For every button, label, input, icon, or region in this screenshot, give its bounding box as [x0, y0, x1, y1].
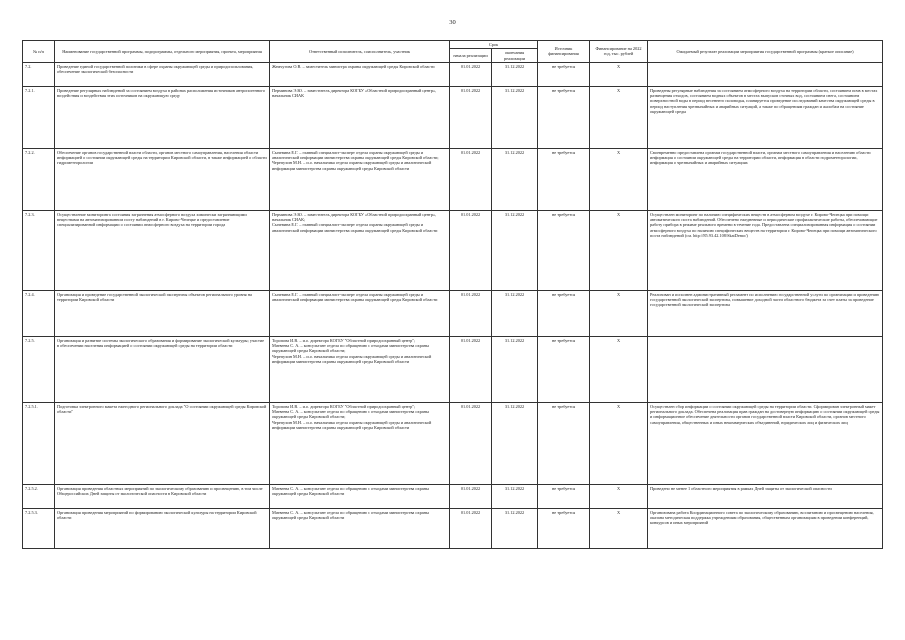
row-result	[648, 62, 883, 86]
row-start: 01.01.2022	[450, 62, 492, 86]
row-num: 7.2.1.	[23, 86, 55, 148]
row-num: 7.2.5.1.	[23, 402, 55, 484]
row-result: Проведено не менее 1 областного мероприятия в рамках Дней защиты от экологической опасности	[648, 484, 883, 508]
row-name: Организация и развитие системы экологического образования и формирование экологической культуры; участие в обеспечении населения информацией о состоянии окружающей среды на территории области	[55, 336, 270, 402]
row-responsible: Матвеева С. А. – консультант отдела по обращению с отходами министерства охраны окружающей среды Кировской области	[270, 484, 450, 508]
row-responsible: Сычевина Е.Г. – главный специалист-эксперт отдела охраны окружающей среды и аналитической информации министерства охраны окружающей среды Кировской области	[270, 290, 450, 336]
header-term-start: начала реализации	[450, 49, 492, 63]
row-end: 31.12.2022	[492, 484, 538, 508]
row-start: 01.01.2022	[450, 290, 492, 336]
row-result: Организована работа Координационного совета по экологическому образованию, воспитанию и просвещению населения, оказана методическая поддержка учреждениям образования, общественным организациям в проведении конференций, конкурсов и иных мероприятий	[648, 508, 883, 548]
row-name: Обеспечение органов государственной власти области, органов местного самоуправления, населения области информацией о состоянии окружающей среды на территории Кировской области, в также информацией о области гидрометеорологии	[55, 148, 270, 210]
row-name: Подготовка электронного макета ежегодного регионального доклада "О состоянии окружающей среды Кировской области"	[55, 402, 270, 484]
row-name: Организация проведения мероприятий по формированию экологической культуры на территории Кировской области	[55, 508, 270, 548]
row-financing: Х	[590, 484, 648, 508]
row-start: 01.01.2022	[450, 402, 492, 484]
table-row	[23, 290, 883, 336]
row-responsible: Жемчугова О.В. – заместитель министра охраны окружающей среды Кировской области	[270, 62, 450, 86]
table-row	[23, 148, 883, 210]
row-financing: Х	[590, 210, 648, 290]
row-num: 7.2.5.	[23, 336, 55, 402]
row-source: не требуется	[538, 148, 590, 210]
row-result: Реализован и исполнен административный регламент по исполнению государственной услуги по организации и проведению государственной экологической экспертизы, повышение доходной части областного бюджета за счет платы за проведение государственной экологической экспертизы	[648, 290, 883, 336]
row-source: не требуется	[538, 402, 590, 484]
row-num: 7.2.5.3.	[23, 508, 55, 548]
row-source: не требуется	[538, 62, 590, 86]
row-financing: Х	[590, 62, 648, 86]
row-financing: Х	[590, 508, 648, 548]
program-table	[22, 40, 883, 549]
row-name: Осуществление мониторинга состояния загрязнения атмосферного воздуха химически загрязняющими веществами на автоматизированном посту наблюдений в г. Кирово-Чепецке и предоставление специализированной информации о состоянии атмосферного воздуха на территории города	[55, 210, 270, 290]
row-result: Осуществлен мониторинг по наличию специфических веществ в атмосферном воздухе г. Кирово-Чепецка при помощи автоматического поста наблюдений. Обеспечено ежедневные и периодические профилактические работы, обеспечивающие работу прибора в режиме реального времени в течение года. Предоставлена специализированная информация о состоянии атмосферного воздуха по наличию специфических веществ на территории г. Кирово-Чепецка при помощи автоматического поста наблюдений (см. http://85.93.42.108/SkatDemo/)	[648, 210, 883, 290]
row-result	[648, 336, 883, 402]
row-responsible: Торопова И.В. – и.о. директора КОГБУ "Областной природоохранный центр"; Матвеева С. А. – консультант отдела по обращению с отходами министерства охраны окружающей среды Кировской области; Черепухин М.Н. – и.о. начальника отдела охраны окружающей среды и аналитической информации министерства охраны окружающей среды Кировской области	[270, 402, 450, 484]
row-start: 01.01.2022	[450, 210, 492, 290]
header-num: № п/п	[23, 41, 55, 63]
row-source: не требуется	[538, 508, 590, 548]
row-name: Организация и проведение государственной экологической экспертизы объектов регионального уровня на территории Кировской области	[55, 290, 270, 336]
row-num: 7.2.5.2.	[23, 484, 55, 508]
header-term-end: окончания реализации	[492, 49, 538, 63]
row-end: 31.12.2022	[492, 508, 538, 548]
row-name: Организация проведения областных мероприятий по экологическому образованию и просвещению, в том числе Общероссийских Дней защиты от экологической опасности в Кировской области	[55, 484, 270, 508]
row-source: не требуется	[538, 484, 590, 508]
table-row	[23, 402, 883, 484]
row-end: 31.12.2022	[492, 86, 538, 148]
header-term: Срок	[450, 41, 538, 49]
row-start: 01.01.2022	[450, 508, 492, 548]
row-end: 31.12.2022	[492, 336, 538, 402]
row-source: не требуется	[538, 86, 590, 148]
table-row	[23, 86, 883, 148]
row-responsible: Сычевина Е.Г. – главный специалист-эксперт отдела охраны окружающей среды и аналитической информации министерства охраны окружающей среды Кировской области; Черепухин М.Н. – и.о. начальника отдела охраны окружающей среды и аналитической информации министерства охраны окружающей среды Кировской области	[270, 148, 450, 210]
row-start: 01.01.2022	[450, 336, 492, 402]
row-end: 31.12.2022	[492, 290, 538, 336]
row-financing: Х	[590, 290, 648, 336]
row-source: не требуется	[538, 290, 590, 336]
table-row	[23, 210, 883, 290]
row-end: 31.12.2022	[492, 62, 538, 86]
row-result: Своевременно предоставлена органам государственной власти, органам местного самоуправления и населению области информация о состоянии окружающей среды на территории области, информация в области гидрометеорологии, информация о чрезвычайных и аварийных ситуациях	[648, 148, 883, 210]
row-num: 7.2.2.	[23, 148, 55, 210]
row-num: 7.2.3.	[23, 210, 55, 290]
row-result: Проведены регулярные наблюдения за состоянием атмосферного воздуха на территории области, состоянием почв в местах размещения отходов, состоянием водных объектов в местах выпусков сточных вод, состоянием снега, состоянием поверхностной воды в период весеннего половодья, планируется проведение исследований качества окружающей среды в период наступления чрезвычайных и аварийных ситуаций, а также по обращениям граждан и жалобам на состояние окружающей среды	[648, 86, 883, 148]
header-responsible: Ответственный исполнитель, соисполнитель, участник	[270, 41, 450, 63]
row-end: 31.12.2022	[492, 402, 538, 484]
row-num: 7.2.4.	[23, 290, 55, 336]
row-financing: Х	[590, 336, 648, 402]
row-source: не требуется	[538, 336, 590, 402]
row-financing: Х	[590, 402, 648, 484]
row-end: 31.12.2022	[492, 148, 538, 210]
table-row	[23, 336, 883, 402]
table-row	[23, 484, 883, 508]
table-row	[23, 508, 883, 548]
row-start: 01.01.2022	[450, 484, 492, 508]
header-result: Ожидаемый результат реализации мероприятия государственной программы (краткое описание)	[648, 41, 883, 63]
row-source: не требуется	[538, 210, 590, 290]
row-financing: Х	[590, 148, 648, 210]
row-responsible: Матвеева С. А. – консультант отдела по обращению с отходами министерства охраны окружающей среды Кировской области	[270, 508, 450, 548]
row-name: Проведение единой государственной политики в сфере охраны окружающей среды и природопользования, обеспечение экологической безопасности	[55, 62, 270, 86]
row-result: Осуществлен сбор информации о состоянии окружающей среды на территории области. Сформирован электронный макет регионального доклада. Обеспечена реализация прав граждан на достоверную информацию о состоянии окружающей среды и информационное обеспечение деятельности органов государственной власти Кировской области, органов местного самоуправления, общественных и иных некоммерческих объединений, юридических лиц и физических лиц	[648, 402, 883, 484]
header-name: Наименование государственной программы, подпрограммы, отдельного мероприятия, проекта, мероприятия	[55, 41, 270, 63]
row-start: 01.01.2022	[450, 86, 492, 148]
row-end: 31.12.2022	[492, 210, 538, 290]
row-financing: Х	[590, 86, 648, 148]
row-responsible: Торопова И.В. – и.о. директора КОГБУ "Областной природоохранный центр"; Матвеева С. А. – консультант отдела по обращению с отходами министерства охраны окружающей среды Кировской области; Черепухин М.Н. – и.о. начальника отдела охраны окружающей среды и аналитической информации министерства охраны окружающей среды Кировской области	[270, 336, 450, 402]
header-financing: Финансирование на 2022 год, тыс. рублей	[590, 41, 648, 63]
row-responsible: Перминова Э.Ю. – заместитель директора КОГБУ «Областной природоохранный центр», начальник СИАК	[270, 86, 450, 148]
table-row	[23, 62, 883, 86]
row-start: 01.01.2022	[450, 148, 492, 210]
row-responsible: Перминова Э.Ю. – заместитель директора КОГБУ «Областной природоохранный центр», начальник СИАК; Сычевина Е.Г. – главный специалист-эксперт отдела охраны окружающей среды и аналитической информации министерства охраны окружающей среды Кировской области	[270, 210, 450, 290]
header-source: Источник финансирования	[538, 41, 590, 63]
row-num: 7.2.	[23, 62, 55, 86]
row-name: Проведение регулярных наблюдений за состоянием воздуха в районах расположения источников антропогенного воздействия и воздействия этих источников на окружающую среду	[55, 86, 270, 148]
page-number: 30	[449, 19, 456, 26]
